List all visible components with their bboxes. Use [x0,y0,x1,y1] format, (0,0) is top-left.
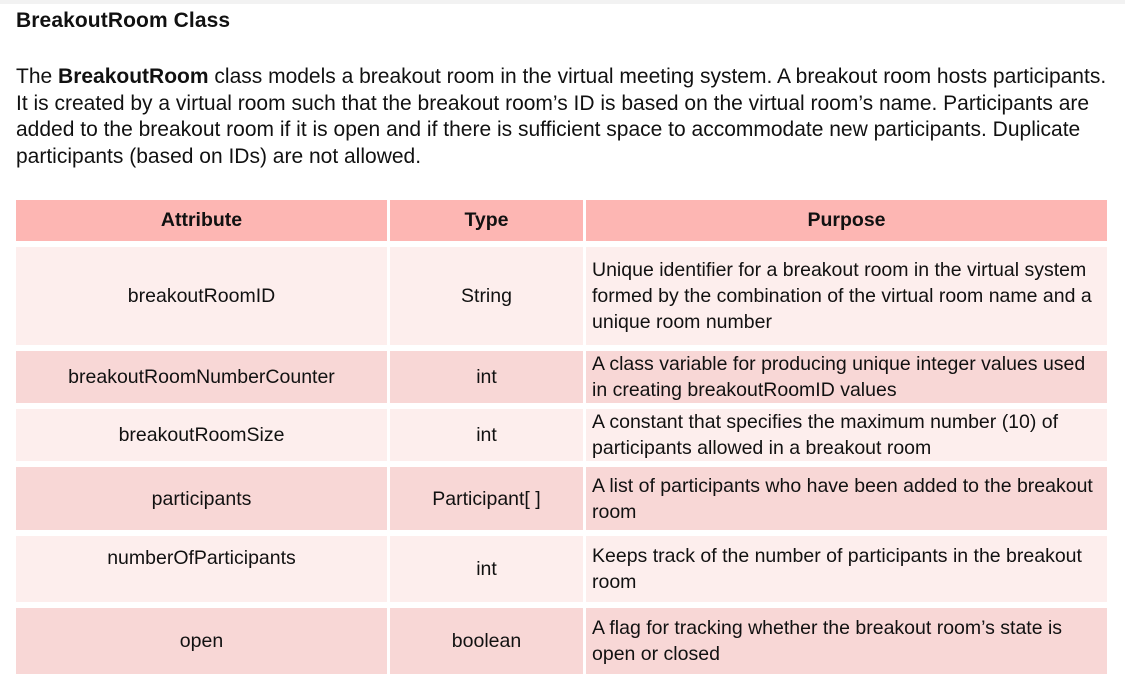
purpose-cell: A list of participants who have been added to the breakout room [586,467,1107,536]
purpose-cell: Unique identifier for a breakout room in the virtual system formed by the combination of the virtual room name and a unique room number [586,247,1107,351]
purpose-cell: A constant that specifies the maximum number (10) of participants allowed in a breakout room [586,409,1107,467]
type-cell: int [390,536,586,608]
table-row [16,351,1107,409]
type-cell: int [390,409,586,467]
attribute-cell: breakoutRoomNumberCounter [16,351,390,409]
table-row [16,247,1107,351]
attribute-cell: open [16,608,390,680]
type-cell: String [390,247,586,351]
header-attribute: Attribute [16,200,390,247]
intro-paragraph [16,64,1116,170]
type-cell: int [390,351,586,409]
purpose-cell: A flag for tracking whether the breakout room’s state is open or closed [586,608,1107,680]
header-purpose: Purpose [586,200,1107,247]
top-divider [0,0,1125,4]
intro-class-name: BreakoutRoom [58,65,209,88]
attribute-cell: breakoutRoomSize [16,409,390,467]
intro-suffix: class models a breakout room in the virtual meeting system. A breakout room hosts participants. It is created by a virtual room such that the breakout room’s ID is based on the virtual room’s name. Participants are added to the breakout room if it is open and if there is sufficient space to accommodate new participants. Duplicate participants (based on IDs) are not allowed. [16,65,1107,168]
attribute-cell: participants [16,467,390,536]
purpose-cell: A class variable for producing unique integer values used in creating breakoutRoomID values [586,351,1107,409]
attributes-table [16,200,1107,680]
table-row [16,608,1107,680]
attribute-cell [16,536,390,608]
purpose-cell: Keeps track of the number of participants in the breakout room [586,536,1107,608]
attribute-text: numberOfParticipants [107,547,296,569]
table-row [16,536,1107,608]
table-row [16,409,1107,467]
table-row [16,467,1107,536]
attribute-cell: breakoutRoomID [16,247,390,351]
type-cell: Participant[ ] [390,467,586,536]
section-heading: BreakoutRoom Class [16,9,231,32]
table-header-row [16,200,1107,247]
type-cell: boolean [390,608,586,680]
header-type: Type [390,200,586,247]
intro-prefix: The [16,65,59,88]
